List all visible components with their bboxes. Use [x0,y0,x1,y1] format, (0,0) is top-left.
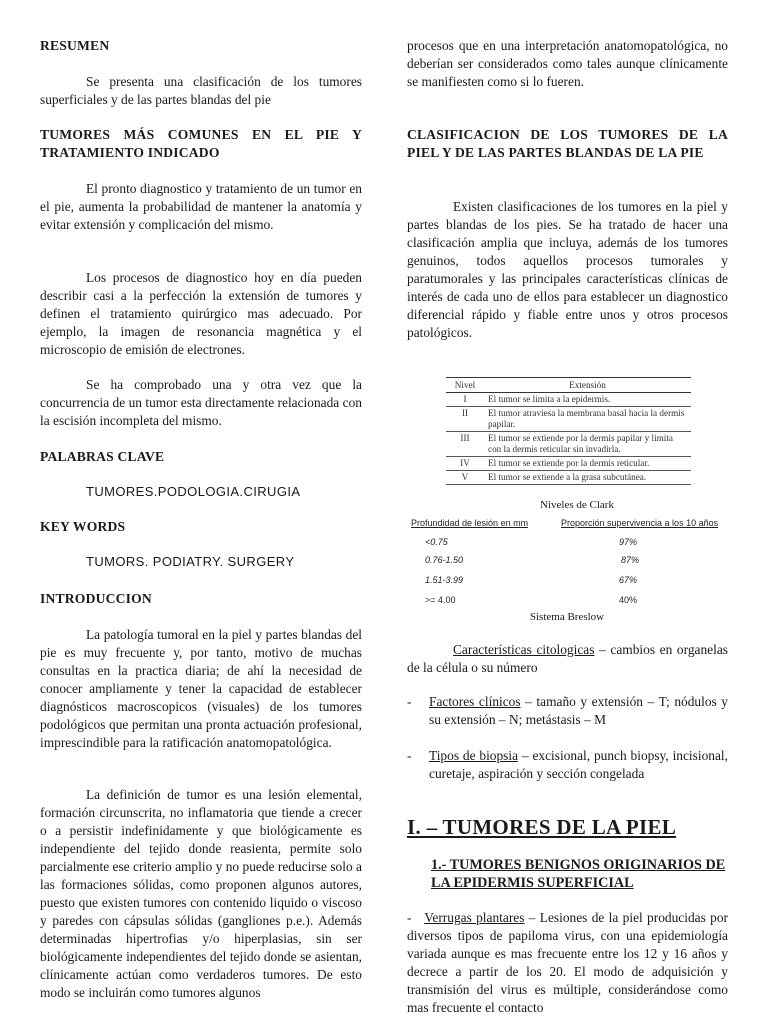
introduccion-heading: INTRODUCCION [40,591,152,606]
breslow-row [409,537,728,549]
breslow-row [409,595,728,607]
breslow-caption: Sistema Breslow [529,611,605,623]
breslow-col-survival: Proporción supervivencia a los 10 años [561,518,719,528]
paragraph-procesos: Los procesos de diagnostico hoy en día pueden describir casi a la perfección la extensión de tumores y definen el tratamiento quirúrgico mas adecuado. Por ejemplo, la imagen de resonancia magnética y el microscopio de emisión de electrones. [40,270,362,357]
clark-col-extension: Extensión [484,378,691,393]
breslow-survival: 97% [619,537,638,547]
breslow-depth: 1.51-3.99 [425,575,464,585]
clasificacion-heading: CLASIFICACION DE LOS TUMORES DE LA PIEL Y DE LAS PARTES BLANDAS DE LA PIE [407,127,728,160]
clark-level: V [446,471,484,485]
breslow-depth: >= 4.00 [425,595,456,605]
resumen-text: Se presenta una clasificación de los tumores superficiales y de las partes blandas del pie [40,74,362,107]
clark-col-nivel: Nivel [446,378,484,393]
breslow-depth: 0.76-1.50 [425,555,464,565]
biopsia-text: – excisional, punch biopsy, incisional, curetaje, aspiración y sección congelada [429,748,728,781]
clark-extension: El tumor se extiende a la grasa subcutánea. [484,471,691,485]
continued-text: procesos que en una interpretación anatomopatológica, no deberían ser considerados como tales aunque clínicamente se manifiesten como si lo fueren. [407,38,728,89]
breslow-table [409,518,728,608]
breslow-survival: 67% [619,575,638,585]
keywords-heading: KEY WORDS [40,519,126,534]
verrugas-text: – Lesiones de la piel producidas por diversos tipos de papiloma virus, con una epidemiología variada aunque es mas frecuente entre los 12 y 16 años y decrece a partir de los 20. El modo de adquisición y transmisión del virus es múltiple, considerándose como mas frecuente el contacto [407,910,728,1015]
breslow-depth: <0.75 [425,537,448,547]
clark-level: III [446,432,484,457]
clark-table-figure [446,377,691,485]
citologicas-paragraph [407,641,728,677]
dash-marker: - [407,748,412,763]
clark-extension: El tumor atraviesa la membrana basal hacia la dermis papilar. [484,407,691,432]
clark-caption: Niveles de Clark [540,499,614,511]
citologicas-label: Características citologicas [453,642,595,657]
clark-row [446,393,691,407]
tumores-heading: TUMORES MÁS COMUNES EN EL PIE Y TRATAMIENTO INDICADO [40,127,362,160]
biopsia-item [407,747,728,783]
breslow-survival: 40% [619,595,638,605]
clark-row [446,457,691,471]
breslow-row [409,555,728,567]
clark-extension: El tumor se extiende por la dermis reticular. [484,457,691,471]
clark-level: I [446,393,484,407]
clark-level: II [446,407,484,432]
clark-level: IV [446,457,484,471]
factores-item [407,693,728,729]
verrugas-label: Verrugas plantares [424,910,525,925]
citologicas-text: – cambios en organelas de la célula o su número [407,642,728,675]
section-title: I. – TUMORES DE LA PIEL [407,815,677,839]
factores-label: Factores clínicos [429,694,521,709]
dash-marker: - [407,910,412,925]
clark-extension: El tumor se extiende por la dermis papilar y limita con la dermis reticular sin invadirla. [484,432,691,457]
breslow-col-depth: Profundidad de lesión en mm [411,518,529,528]
factores-text: – tamaño y extensión – T; nódulos y su extensión – N; metástasis – M [429,694,728,727]
keywords-text: TUMORS. PODIATRY. SURGERY [86,554,295,569]
clark-extension: El tumor se limita a la epidermis. [484,393,691,407]
clasificacion-text: Existen clasificaciones de los tumores en la piel y partes blandas de los pies. Se ha tratado de hacer una clasificación amplia que incluya, además de los tumores genuinos, todos aquellos procesos tumorales y paratumorales y las principales características clínicas de interés de cada uno de ellos para establecer un diagnostico diferencial rápido y fiable entre unos y otros procesos patológicos. [407,199,728,340]
breslow-row [409,575,728,587]
clark-row [446,407,691,432]
intro-paragraph-2: La definición de tumor es una lesión elemental, formación circunscrita, no inflamatoria que tiende a crecer o a persistir indefinidamente y que biológicamente es independiente del tejido donde reasienta, permite solo parcialmente ese criterio amplio y no puede reducirse solo a las formaciones sólidas, como proponen algunos autores, puesto que existen tumores con contenido liquido o viscoso y paredes con cápsulas sólidas (gangliones p.e.). Además determinadas hipertrofias y/o hiperplasias, sin ser biológicamente independientes del tejido donde se asientan, clínicamente actúan como verdaderos tumores. De esto modo se incluirán como tumores algunos [40,787,362,1000]
intro-paragraph-1: La patología tumoral en la piel y partes blandas del pie es muy frecuente y, por tanto, motivo de muchas consultas en la practica diaria; de ahí la necesidad de conocer ampliamente y tener la capacidad de establecer diagnósticos macroscopicos (visuales) de los tumores podológicos que permitan una pronta actuación profesional, imprescindible para la ratificación anatomopatológica. [40,627,362,750]
palabras-clave-heading: PALABRAS CLAVE [40,449,165,464]
dash-marker: - [407,694,412,709]
verrugas-paragraph [407,909,728,1017]
subsection-title: 1.- TUMORES BENIGNOS ORIGINARIOS DE LA EPIDERMIS SUPERFICIAL [431,857,726,891]
clark-row [446,471,691,485]
paragraph-concurrencia: Se ha comprobado una y otra vez que la concurrencia de un tumor esta directamente relacionada con la escisión incompleta del mismo. [40,377,362,428]
paragraph-diagnostico: El pronto diagnostico y tratamiento de un tumor en el pie, aumenta la probabilidad de mantener la anatomía y evitar extensión y complicación del mismo. [40,181,362,232]
breslow-survival: 87% [621,555,640,565]
resumen-heading: RESUMEN [40,38,110,53]
clark-table [446,377,691,485]
biopsia-label: Tipos de biopsia [429,748,519,763]
clark-row [446,432,691,457]
palabras-clave-text: TUMORES.PODOLOGIA.CIRUGIA [86,484,301,499]
